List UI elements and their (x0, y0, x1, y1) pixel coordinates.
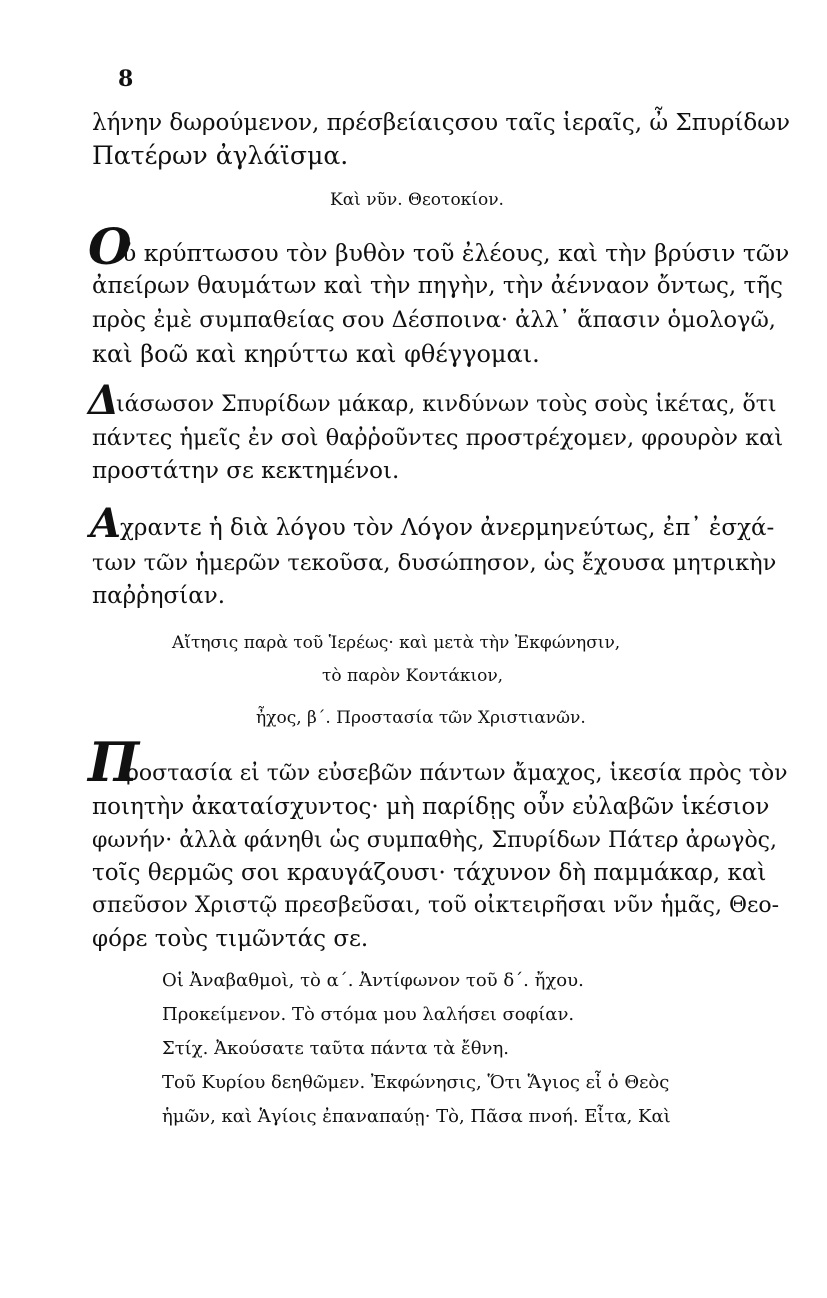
heading-theotokion: Καὶ νῦν. Θεοτοκίον. (330, 190, 504, 210)
rubric-line: Τοῦ Κυρίου δεηθῶμεν. Ἐκφώνησις, Ὅτι Ἅγιος εἶ ὁ Θεὸς (162, 1072, 670, 1093)
rubric-line: Στίχ. Ἀκούσατε ταῦτα πάντα τὰ ἔθνη. (162, 1038, 510, 1059)
text-line: χραντε ἡ διὰ λόγου τὸν Λόγον ἀνερμηνεύτως, ἐπ᾽ ἐσχά- (120, 515, 775, 541)
text-line: των τῶν ἡμερῶν τεκοῦσα, δυσώπησον, ὡς ἔχουσα μητρικὴν (92, 550, 777, 576)
rubric-line: ἦχος, β΄. Προστασία τῶν Χριστιανῶν. (256, 708, 586, 728)
drop-cap: Α (90, 500, 122, 547)
drop-cap: Π (88, 730, 140, 794)
text-line: προστάτην σε κεκτημένοι. (92, 458, 400, 484)
rubric-line: Οἱ Ἀναβαθμοὶ, τὸ α΄. Ἀντίφωνον τοῦ δ΄. ἤχου. (162, 970, 584, 991)
text-line: τοῖς θερμῶς σοι κραυγάζουσι· τάχυνον δὴ παμμάκαρ, καὶ (92, 860, 767, 886)
text-line: παῤῥησίαν. (92, 583, 226, 609)
text-line: φωνήν· ἀλλὰ φάνηθι ὡς συμπαθὴς, Σπυρίδων Πάτερ ἀρωγὸς, (92, 828, 777, 853)
text-line: καὶ βοῶ καὶ κηρύττω καὶ φθέγγομαι. (92, 340, 540, 368)
text-line: Πατέρων ἀγλάϊσμα. (92, 141, 349, 170)
rubric-line: Αἴτησις παρὰ τοῦ Ἱερέως· καὶ μετὰ τὴν Ἐκφώνησιν, (172, 633, 621, 653)
text-line: ὐ κρύπτωσου τὸν βυθὸν τοῦ ἐλέους, καὶ τὴν βρύσιν τῶν (122, 239, 790, 267)
rubric-line: τὸ παρὸν Κοντάκιον, (322, 666, 504, 686)
text-line: ροστασία εἰ τῶν εὐσεβῶν πάντων ἄμαχος, ἱκεσία πρὸς τὸν (126, 761, 788, 786)
drop-cap: Ο (88, 217, 132, 276)
drop-cap: Δ (88, 377, 120, 424)
text-line: ιάσωσον Σπυρίδων μάκαρ, κινδύνων τοὺς σοὺς ἱκέτας, ὅτι (116, 392, 777, 417)
rubric-line: ἡμῶν, καὶ Ἁγίοις ἐπαναπαύῃ· Τὸ, Πᾶσα πνοή. Εἶτα, Καὶ (162, 1106, 671, 1127)
rubric-line: Προκείμενον. Τὸ στόμα μου λαλήσει σοφίαν. (162, 1004, 575, 1025)
text-line: φόρε τοὺς τιμῶντάς σε. (92, 926, 369, 952)
text-line: ἀπείρων θαυμάτων καὶ τὴν πηγὴν, τὴν ἀένναον ὄντως, τῆς (92, 273, 783, 299)
text-line: σπεῦσον Χριστῷ πρεσβεῦσαι, τοῦ οἰκτειρῆσαι νῦν ἡμᾶς, Θεο- (92, 893, 780, 918)
page-number: 8 (118, 66, 134, 92)
text-line: λήνην δωρούμενον, πρέσβείαιςσου ταῖς ἱεραῖς, ὦ Σπυρίδων (92, 110, 790, 136)
text-line: πρὸς ἐμὲ συμπαθείας σου Δέσποινα· ἀλλ᾽ ἅπασιν ὁμολογῶ, (92, 307, 776, 333)
text-line: ποιητὴν ἀκαταίσχυντος· μὴ παρίδῃς οὖν εὐλαβῶν ἱκέσιον (92, 794, 770, 820)
text-line: πάντες ἡμεῖς ἐν σοὶ θαῤῥοῦντες προστρέχομεν, φρουρὸν καὶ (92, 425, 784, 451)
